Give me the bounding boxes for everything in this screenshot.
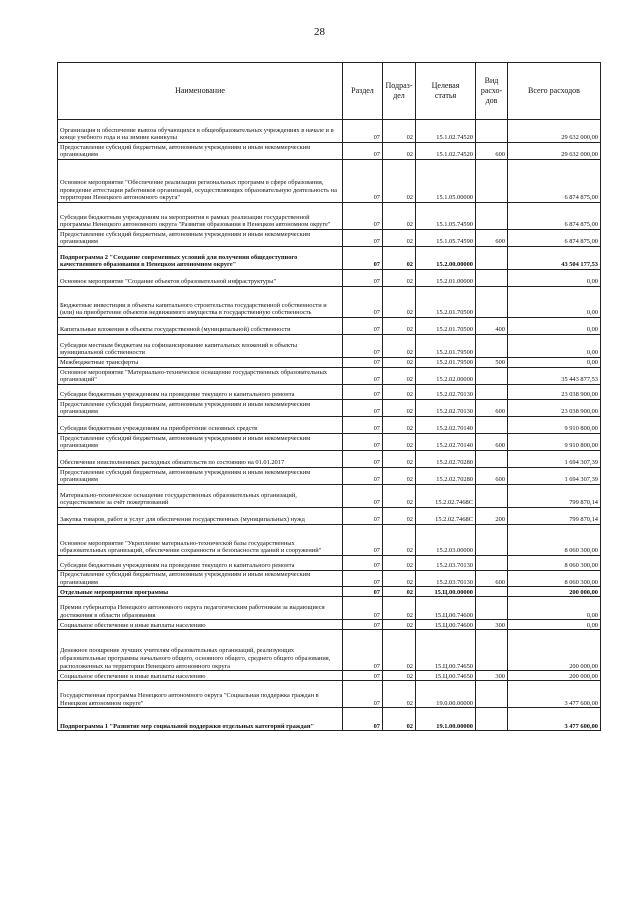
row-total: 6 874 875,00 xyxy=(508,203,601,230)
row-name: Социальное обеспечение и иные выплаты населению xyxy=(58,671,343,681)
row-total: 23 038 900,00 xyxy=(508,385,601,400)
table-row xyxy=(58,597,601,620)
row-subsection: 02 xyxy=(383,143,416,160)
row-total: 799 870,14 xyxy=(508,508,601,525)
row-subsection: 02 xyxy=(383,556,416,571)
table-row xyxy=(58,681,601,708)
row-vid: 600 xyxy=(476,230,508,247)
row-vid xyxy=(476,335,508,358)
row-subsection: 02 xyxy=(383,597,416,620)
row-name: Предоставление субсидий бюджетным, автономным учреждениям и иным некоммерческим организациям xyxy=(58,143,343,160)
row-total: 29 632 000,00 xyxy=(508,120,601,143)
row-subsection: 02 xyxy=(383,708,416,731)
row-name: Предоставление субсидий бюджетным, автономным учреждениям и иным некоммерческим организациям xyxy=(58,230,343,247)
row-section: 07 xyxy=(343,120,383,143)
header-total: Всего расходов xyxy=(508,63,601,120)
row-subsection: 02 xyxy=(383,247,416,270)
row-total: 0,00 xyxy=(508,287,601,318)
row-section: 07 xyxy=(343,671,383,681)
row-vid xyxy=(476,681,508,708)
row-section: 07 xyxy=(343,400,383,417)
header-name: Наименование xyxy=(58,63,343,120)
row-vid: 600 xyxy=(476,468,508,485)
row-section: 07 xyxy=(343,270,383,287)
row-section: 07 xyxy=(343,358,383,368)
row-total: 200 000,00 xyxy=(508,671,601,681)
table-row xyxy=(58,247,601,270)
row-name: Бюджетные инвестиции в объекты капитального строительства государственной собственности и (или) на приобретение объектов недвижимого имущества в государственную собственность xyxy=(58,287,343,318)
table-row xyxy=(58,143,601,160)
row-name: Субсидии бюджетным учреждениям на приобретение основных средств xyxy=(58,417,343,434)
row-subsection: 02 xyxy=(383,671,416,681)
row-name: Премии губернатора Ненецкого автономного округа педагогическим работникам за выдающиеся достижения в области образования xyxy=(58,597,343,620)
row-name: Организация и обеспечение вывоза обучающихся в общеобразовательных учреждениях в начале и в конце учебного года и на зимние каникулы xyxy=(58,120,343,143)
row-section: 07 xyxy=(343,681,383,708)
row-total: 8 060 300,00 xyxy=(508,525,601,556)
row-vid: 300 xyxy=(476,620,508,630)
table-row xyxy=(58,287,601,318)
row-subsection: 02 xyxy=(383,681,416,708)
table-row xyxy=(58,671,601,681)
row-vid: 600 xyxy=(476,434,508,451)
row-article: 15.2.03.70130 xyxy=(416,571,476,587)
row-article: 15.Ц.00.74650 xyxy=(416,671,476,681)
row-vid xyxy=(476,597,508,620)
table-header-row xyxy=(58,63,601,120)
row-section: 07 xyxy=(343,247,383,270)
row-vid: 300 xyxy=(476,671,508,681)
row-name: Закупка товаров, работ и услуг для обеспечения государственных (муниципальных) нужд xyxy=(58,508,343,525)
table-row xyxy=(58,335,601,358)
row-subsection: 02 xyxy=(383,571,416,587)
row-total: 29 632 000,00 xyxy=(508,143,601,160)
table-row xyxy=(58,368,601,385)
row-name: Межбюджетные трансферты xyxy=(58,358,343,368)
row-section: 07 xyxy=(343,434,383,451)
row-vid: 500 xyxy=(476,358,508,368)
row-vid xyxy=(476,451,508,468)
row-subsection: 02 xyxy=(383,485,416,508)
row-name: Государственная программа Ненецкого автономного округа "Социальная поддержка граждан в Ненецком автономном округе" xyxy=(58,681,343,708)
row-subsection: 02 xyxy=(383,287,416,318)
row-name: Денежное поощрение лучших учителям образовательных организаций, реализующих образовательные программы начального общего, основного общего, среднего общего образования, расположенных на территории Ненецкого автономного округа xyxy=(58,630,343,671)
row-subsection: 02 xyxy=(383,630,416,671)
row-section: 07 xyxy=(343,417,383,434)
row-vid xyxy=(476,417,508,434)
row-total: 0,00 xyxy=(508,335,601,358)
table-row xyxy=(58,708,601,731)
row-name: Отдельные мероприятия программы xyxy=(58,587,343,597)
row-article: 15.2.01.70500 xyxy=(416,287,476,318)
table-row xyxy=(58,270,601,287)
row-article: 15.1.02.74520 xyxy=(416,143,476,160)
row-total: 6 874 875,00 xyxy=(508,160,601,203)
row-total: 8 060 300,00 xyxy=(508,556,601,571)
row-article: 19.0.00.00000 xyxy=(416,681,476,708)
table-row xyxy=(58,358,601,368)
header-subsection: Подраз- дел xyxy=(383,63,416,120)
row-section: 07 xyxy=(343,485,383,508)
row-vid: 400 xyxy=(476,318,508,335)
row-subsection: 02 xyxy=(383,620,416,630)
row-subsection: 02 xyxy=(383,270,416,287)
table-row xyxy=(58,120,601,143)
row-section: 07 xyxy=(343,620,383,630)
row-section: 07 xyxy=(343,143,383,160)
row-vid xyxy=(476,287,508,318)
row-name: Подпрограмма 2 "Создание современных условий для получения общедоступного качественного образования в Ненецком автономном округе" xyxy=(58,247,343,270)
row-total: 799 870,14 xyxy=(508,485,601,508)
table-row xyxy=(58,417,601,434)
row-name: Предоставление субсидий бюджетным, автономным учреждениям и иным некоммерческим организациям xyxy=(58,571,343,587)
table-row xyxy=(58,630,601,671)
row-section: 07 xyxy=(343,597,383,620)
row-section: 07 xyxy=(343,335,383,358)
row-subsection: 02 xyxy=(383,417,416,434)
row-vid: 200 xyxy=(476,508,508,525)
row-article: 15.2.02.7468C xyxy=(416,485,476,508)
row-section: 07 xyxy=(343,708,383,731)
row-total: 35 443 877,53 xyxy=(508,368,601,385)
row-section: 07 xyxy=(343,587,383,597)
row-subsection: 02 xyxy=(383,587,416,597)
row-total: 6 874 875,00 xyxy=(508,230,601,247)
row-total: 1 694 307,39 xyxy=(508,451,601,468)
row-vid xyxy=(476,270,508,287)
row-vid xyxy=(476,160,508,203)
table-row xyxy=(58,451,601,468)
row-article: 15.1.02.74520 xyxy=(416,120,476,143)
row-total: 8 060 300,00 xyxy=(508,571,601,587)
row-subsection: 02 xyxy=(383,335,416,358)
row-article: 15.Ц.00.00000 xyxy=(416,587,476,597)
row-article: 19.1.00.00000 xyxy=(416,708,476,731)
table-row xyxy=(58,385,601,400)
row-vid xyxy=(476,485,508,508)
row-total: 1 694 307,39 xyxy=(508,468,601,485)
row-subsection: 02 xyxy=(383,434,416,451)
page-number: 28 xyxy=(314,26,325,38)
row-subsection: 02 xyxy=(383,508,416,525)
table-row xyxy=(58,587,601,597)
row-vid xyxy=(476,587,508,597)
row-subsection: 02 xyxy=(383,318,416,335)
row-section: 07 xyxy=(343,368,383,385)
row-total: 3 477 600,00 xyxy=(508,708,601,731)
row-name: Предоставление субсидий бюджетным, автономным учреждениям и иным некоммерческим организациям xyxy=(58,434,343,451)
row-article: 15.1.05.74590 xyxy=(416,230,476,247)
row-article: 15.Ц.00.74600 xyxy=(416,597,476,620)
row-section: 07 xyxy=(343,318,383,335)
table-row xyxy=(58,318,601,335)
table-row xyxy=(58,400,601,417)
header-vid: Вид расхо- дов xyxy=(476,63,508,120)
row-article: 15.2.01.79500 xyxy=(416,358,476,368)
row-name: Материально-техническое оснащение государственных образовательных организаций, осуществляемое за счёт пожертвований xyxy=(58,485,343,508)
row-vid xyxy=(476,203,508,230)
row-name: Основное мероприятие "Обеспечение реализации региональных программ в сфере образования, проведение аттестации работников организаций, осуществляющих образовательную деятельность на территории Ненецкого автономного округа" xyxy=(58,160,343,203)
row-vid xyxy=(476,708,508,731)
row-subsection: 02 xyxy=(383,368,416,385)
row-article: 15.2.01.00000 xyxy=(416,270,476,287)
row-section: 07 xyxy=(343,160,383,203)
row-vid xyxy=(476,385,508,400)
table-row xyxy=(58,434,601,451)
row-total: 0,00 xyxy=(508,318,601,335)
header-article: Целевая статья xyxy=(416,63,476,120)
row-article: 15.2.02.70140 xyxy=(416,434,476,451)
row-name: Обеспечение неисполненных расходных обязательств по состоянию на 01.01.2017 xyxy=(58,451,343,468)
row-total: 0,00 xyxy=(508,358,601,368)
row-total: 23 038 900,00 xyxy=(508,400,601,417)
row-article: 15.Ц.00.74600 xyxy=(416,620,476,630)
row-article: 15.1.05.00000 xyxy=(416,160,476,203)
row-subsection: 02 xyxy=(383,451,416,468)
table-row xyxy=(58,571,601,587)
row-section: 07 xyxy=(343,525,383,556)
row-article: 15.Ц.00.74650 xyxy=(416,630,476,671)
row-section: 07 xyxy=(343,571,383,587)
row-section: 07 xyxy=(343,287,383,318)
row-name: Предоставление субсидий бюджетным, автономным учреждениям и иным некоммерческим организациям xyxy=(58,468,343,485)
row-total: 9 910 800,00 xyxy=(508,434,601,451)
row-article: 15.2.02.70140 xyxy=(416,417,476,434)
row-section: 07 xyxy=(343,451,383,468)
row-name: Основное мероприятие "Материально-техническое оснащение государственных образовательных организаций" xyxy=(58,368,343,385)
row-name: Подпрограмма 1 "Развитие мер социальной поддержки отдельных категорий граждан" xyxy=(58,708,343,731)
row-subsection: 02 xyxy=(383,468,416,485)
row-vid xyxy=(476,120,508,143)
row-vid: 600 xyxy=(476,400,508,417)
row-article: 15.2.02.70280 xyxy=(416,451,476,468)
table-row xyxy=(58,485,601,508)
row-name: Предоставление субсидий бюджетным, автономным учреждениям и иным некоммерческим организациям xyxy=(58,400,343,417)
row-section: 07 xyxy=(343,385,383,400)
row-article: 15.2.02.7468C xyxy=(416,508,476,525)
row-article: 15.2.01.79500 xyxy=(416,335,476,358)
row-article: 15.2.02.00000 xyxy=(416,368,476,385)
row-total: 0,00 xyxy=(508,270,601,287)
row-section: 07 xyxy=(343,508,383,525)
row-vid xyxy=(476,368,508,385)
row-section: 07 xyxy=(343,556,383,571)
row-name: Субсидии местным бюджетам на софинансирование капитальных вложений в объекты муниципальной собственности xyxy=(58,335,343,358)
row-total: 200 000,00 xyxy=(508,630,601,671)
row-section: 07 xyxy=(343,468,383,485)
row-name: Основное мероприятие "Укрепление материально-технической базы государственных образовательных организаций, обеспечение сохранности и безопасности зданий и сооружений" xyxy=(58,525,343,556)
row-total: 43 504 177,53 xyxy=(508,247,601,270)
header-section: Раздел xyxy=(343,63,383,120)
row-vid xyxy=(476,556,508,571)
row-article: 15.2.01.70500 xyxy=(416,318,476,335)
row-section: 07 xyxy=(343,230,383,247)
row-total: 3 477 600,00 xyxy=(508,681,601,708)
budget-table xyxy=(57,62,601,731)
row-vid xyxy=(476,247,508,270)
row-name: Социальное обеспечение и иные выплаты населению xyxy=(58,620,343,630)
row-name: Субсидии бюджетным учреждениям на проведение текущего и капитального ремонта xyxy=(58,385,343,400)
table-row xyxy=(58,525,601,556)
row-subsection: 02 xyxy=(383,400,416,417)
row-section: 07 xyxy=(343,630,383,671)
table-row xyxy=(58,230,601,247)
row-subsection: 02 xyxy=(383,120,416,143)
row-subsection: 02 xyxy=(383,203,416,230)
row-vid xyxy=(476,630,508,671)
row-article: 15.2.00.00000 xyxy=(416,247,476,270)
row-article: 15.2.03.70130 xyxy=(416,556,476,571)
row-name: Субсидии бюджетным учреждениям на мероприятия в рамках реализации государственной программы Ненецкого автономного округа "Развитие образования в Ненецком автономном округе" xyxy=(58,203,343,230)
table-row xyxy=(58,508,601,525)
row-subsection: 02 xyxy=(383,230,416,247)
row-subsection: 02 xyxy=(383,385,416,400)
row-vid: 600 xyxy=(476,143,508,160)
row-name: Субсидии бюджетным учреждениям на проведение текущего и капитального ремонта xyxy=(58,556,343,571)
row-vid xyxy=(476,525,508,556)
row-article: 15.1.05.74590 xyxy=(416,203,476,230)
table-row xyxy=(58,203,601,230)
row-vid: 600 xyxy=(476,571,508,587)
table-row xyxy=(58,468,601,485)
row-name: Капитальные вложения в объекты государственной (муниципальной) собственности xyxy=(58,318,343,335)
row-subsection: 02 xyxy=(383,525,416,556)
row-article: 15.2.02.70130 xyxy=(416,400,476,417)
table-row xyxy=(58,620,601,630)
row-section: 07 xyxy=(343,203,383,230)
row-article: 15.2.02.70280 xyxy=(416,468,476,485)
row-subsection: 02 xyxy=(383,160,416,203)
row-total: 9 910 800,00 xyxy=(508,417,601,434)
row-article: 15.2.02.70130 xyxy=(416,385,476,400)
row-article: 15.2.03.00000 xyxy=(416,525,476,556)
table-row xyxy=(58,160,601,203)
row-subsection: 02 xyxy=(383,358,416,368)
row-total: 200 000,00 xyxy=(508,587,601,597)
table-row xyxy=(58,556,601,571)
row-total: 0,00 xyxy=(508,597,601,620)
row-name: Основное мероприятие "Создание объектов образовательной инфраструктуры" xyxy=(58,270,343,287)
row-total: 0,00 xyxy=(508,620,601,630)
